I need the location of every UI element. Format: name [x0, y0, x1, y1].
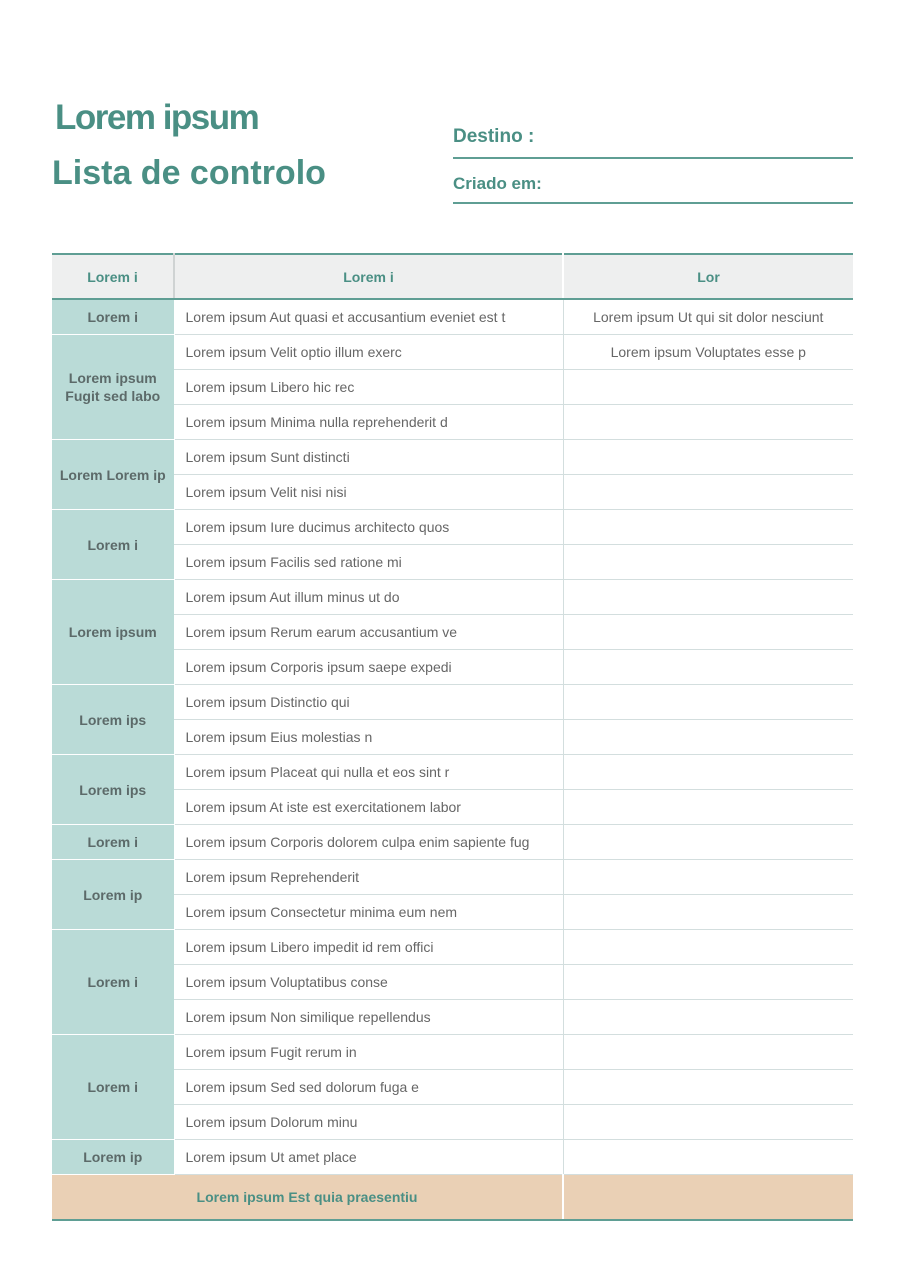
item-cell: Lorem ipsum Placeat qui nulla et eos sint r: [174, 755, 563, 790]
note-cell[interactable]: [563, 685, 853, 720]
item-cell: Lorem ipsum Libero hic rec: [174, 370, 563, 405]
table-row: [52, 930, 853, 965]
destination-field[interactable]: [453, 126, 853, 159]
item-cell: Lorem ipsum Ut amet place: [174, 1140, 563, 1175]
table-row: [52, 685, 853, 720]
note-cell[interactable]: [563, 440, 853, 475]
table-row: [52, 510, 853, 545]
column-header-item: Lorem i: [174, 254, 563, 299]
item-cell: Lorem ipsum Velit optio illum exerc: [174, 335, 563, 370]
table-row: [52, 825, 853, 860]
note-cell[interactable]: [563, 825, 853, 860]
category-cell: Lorem ipsum: [52, 580, 174, 685]
category-cell: Lorem ip: [52, 1140, 174, 1175]
category-cell: Lorem ips: [52, 755, 174, 825]
brand-title: Lorem ipsum: [55, 98, 259, 137]
category-cell: Lorem i: [52, 510, 174, 580]
item-cell: Lorem ipsum Consectetur minima eum nem: [174, 895, 563, 930]
note-cell[interactable]: [563, 510, 853, 545]
table-header-row: [52, 254, 853, 299]
category-cell: Lorem i: [52, 299, 174, 335]
table-footer-row: [52, 1175, 853, 1221]
item-cell: Lorem ipsum Reprehenderit: [174, 860, 563, 895]
item-cell: Lorem ipsum Minima nulla reprehenderit d: [174, 405, 563, 440]
column-header-category: Lorem i: [52, 254, 174, 299]
checklist-body: [52, 299, 853, 1175]
column-header-note: Lor: [563, 254, 853, 299]
item-cell: Lorem ipsum Corporis ipsum saepe expedi: [174, 650, 563, 685]
note-cell[interactable]: [563, 405, 853, 440]
destination-label: Destino :: [453, 126, 535, 147]
note-cell[interactable]: Lorem ipsum Voluptates esse p: [563, 335, 853, 370]
item-cell: Lorem ipsum Eius molestias n: [174, 720, 563, 755]
note-cell[interactable]: [563, 895, 853, 930]
note-cell[interactable]: [563, 720, 853, 755]
note-cell[interactable]: Lorem ipsum Ut qui sit dolor nesciunt: [563, 299, 853, 335]
table-row: [52, 755, 853, 790]
note-cell[interactable]: [563, 650, 853, 685]
note-cell[interactable]: [563, 1070, 853, 1105]
footer-label: Lorem ipsum Est quia praesentiu: [52, 1175, 563, 1221]
note-cell[interactable]: [563, 1105, 853, 1140]
table-row: [52, 440, 853, 475]
note-cell[interactable]: [563, 860, 853, 895]
item-cell: Lorem ipsum Distinctio qui: [174, 685, 563, 720]
item-cell: Lorem ipsum Libero impedit id rem offici: [174, 930, 563, 965]
note-cell[interactable]: [563, 1000, 853, 1035]
note-cell[interactable]: [563, 755, 853, 790]
item-cell: Lorem ipsum Sunt distincti: [174, 440, 563, 475]
note-cell[interactable]: [563, 790, 853, 825]
table-row: [52, 580, 853, 615]
item-cell: Lorem ipsum Iure ducimus architecto quos: [174, 510, 563, 545]
item-cell: Lorem ipsum Dolorum minu: [174, 1105, 563, 1140]
note-cell[interactable]: [563, 615, 853, 650]
item-cell: Lorem ipsum Rerum earum accusantium ve: [174, 615, 563, 650]
table-row: [52, 335, 853, 370]
table-row: [52, 299, 853, 335]
item-cell: Lorem ipsum Velit nisi nisi: [174, 475, 563, 510]
note-cell[interactable]: [563, 930, 853, 965]
category-cell: Lorem ip: [52, 860, 174, 930]
note-cell[interactable]: [563, 1140, 853, 1175]
item-cell: Lorem ipsum Aut quasi et accusantium eveniet est t: [174, 299, 563, 335]
note-cell[interactable]: [563, 580, 853, 615]
note-cell[interactable]: [563, 475, 853, 510]
item-cell: Lorem ipsum Corporis dolorem culpa enim sapiente fug: [174, 825, 563, 860]
table-row: [52, 1035, 853, 1070]
document-title: Lista de controlo: [52, 154, 326, 192]
category-cell: Lorem ipsum Fugit sed labo: [52, 335, 174, 440]
item-cell: Lorem ipsum Non similique repellendus: [174, 1000, 563, 1035]
category-cell: Lorem Lorem ip: [52, 440, 174, 510]
note-cell[interactable]: [563, 370, 853, 405]
footer-value: [563, 1175, 853, 1221]
item-cell: Lorem ipsum At iste est exercitationem labor: [174, 790, 563, 825]
item-cell: Lorem ipsum Fugit rerum in: [174, 1035, 563, 1070]
item-cell: Lorem ipsum Facilis sed ratione mi: [174, 545, 563, 580]
item-cell: Lorem ipsum Voluptatibus conse: [174, 965, 563, 1000]
created-label: Criado em:: [453, 174, 542, 193]
checklist-table: [52, 253, 853, 1221]
category-cell: Lorem i: [52, 930, 174, 1035]
item-cell: Lorem ipsum Aut illum minus ut do: [174, 580, 563, 615]
category-cell: Lorem i: [52, 1035, 174, 1140]
note-cell[interactable]: [563, 965, 853, 1000]
note-cell[interactable]: [563, 1035, 853, 1070]
note-cell[interactable]: [563, 545, 853, 580]
table-row: [52, 860, 853, 895]
created-field[interactable]: [453, 174, 853, 204]
table-row: [52, 1140, 853, 1175]
category-cell: Lorem ips: [52, 685, 174, 755]
category-cell: Lorem i: [52, 825, 174, 860]
item-cell: Lorem ipsum Sed sed dolorum fuga e: [174, 1070, 563, 1105]
